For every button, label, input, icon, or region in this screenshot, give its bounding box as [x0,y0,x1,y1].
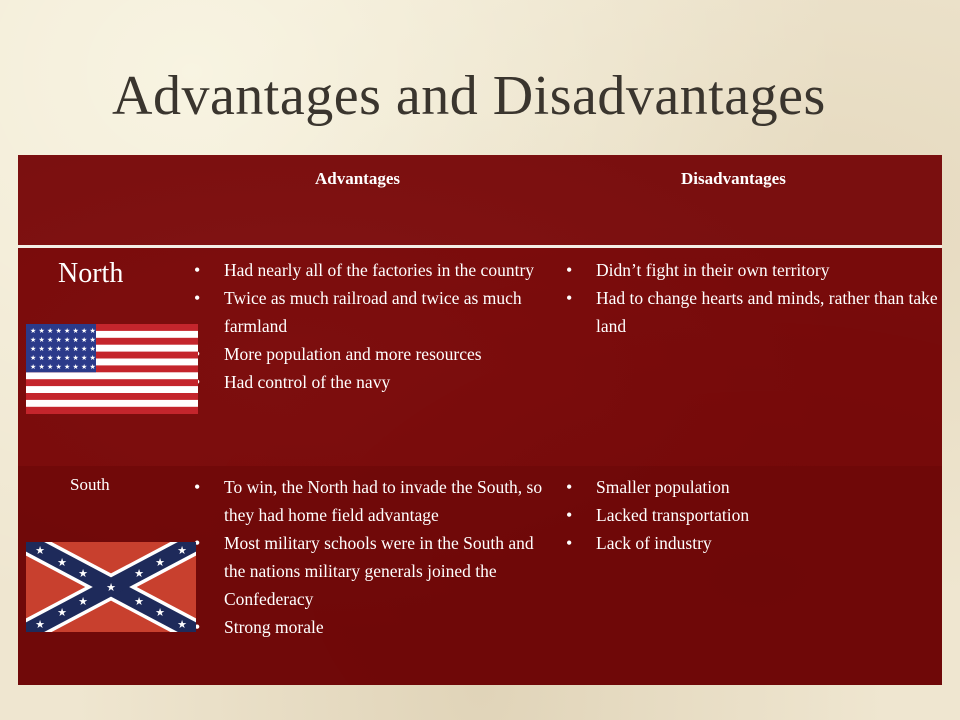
svg-text:★: ★ [106,581,116,594]
list-item: • Had control of the navy [188,368,548,396]
header-advantages: Advantages [315,169,401,188]
north-advantages-list [188,256,548,396]
svg-text:★: ★ [177,618,187,631]
svg-text:★: ★ [177,544,187,557]
list-item: • Had to change hearts and minds, rather than take land [560,284,940,340]
svg-text:★: ★ [134,595,144,608]
svg-text:★: ★ [155,556,165,569]
list-item: • Most military schools were in the South and the nations military generals joined the Confederacy [188,529,548,613]
list-item: • Twice as much railroad and twice as much farmland [188,284,548,340]
svg-text:★ ★ ★ ★ ★ ★ ★ ★: ★ ★ ★ ★ ★ ★ ★ ★ [30,336,96,344]
svg-text:★ ★ ★ ★ ★ ★ ★ ★: ★ ★ ★ ★ ★ ★ ★ ★ [30,327,96,335]
list-item: • Strong morale [188,613,548,641]
row-label-north: North [58,258,124,289]
south-advantages-list [188,473,548,641]
svg-text:★: ★ [155,606,165,619]
list-item: • To win, the North had to invade the South, so they had home field advantage [188,473,548,529]
svg-text:★: ★ [35,618,45,631]
header-disadvantages: Disadvantages [681,169,786,188]
header-divider [18,245,942,248]
north-disadvantages-list [560,256,940,340]
south-disadvantages-list [560,473,940,557]
list-item: • Didn’t fight in their own territory [560,256,940,284]
list-item: • Had nearly all of the factories in the country [188,256,548,284]
list-item: • Lack of industry [560,529,940,557]
slide-title: Advantages and Disadvantages [112,65,826,127]
svg-text:★: ★ [57,606,67,619]
svg-text:★ ★ ★ ★ ★ ★ ★ ★: ★ ★ ★ ★ ★ ★ ★ ★ [30,345,96,353]
svg-text:★: ★ [35,544,45,557]
svg-text:★: ★ [134,567,144,580]
svg-text:★: ★ [78,567,88,580]
list-item: • Smaller population [560,473,940,501]
list-item: • More population and more resources [188,340,548,368]
svg-text:★: ★ [57,556,67,569]
us-flag-icon [26,324,198,414]
list-item: • Lacked transportation [560,501,940,529]
svg-text:★ ★ ★ ★ ★ ★ ★ ★: ★ ★ ★ ★ ★ ★ ★ ★ [30,354,96,362]
confederate-flag-icon [26,542,196,632]
row-label-south: South [70,475,110,494]
svg-text:★: ★ [78,595,88,608]
svg-text:★ ★ ★ ★ ★ ★ ★ ★: ★ ★ ★ ★ ★ ★ ★ ★ [30,363,96,371]
